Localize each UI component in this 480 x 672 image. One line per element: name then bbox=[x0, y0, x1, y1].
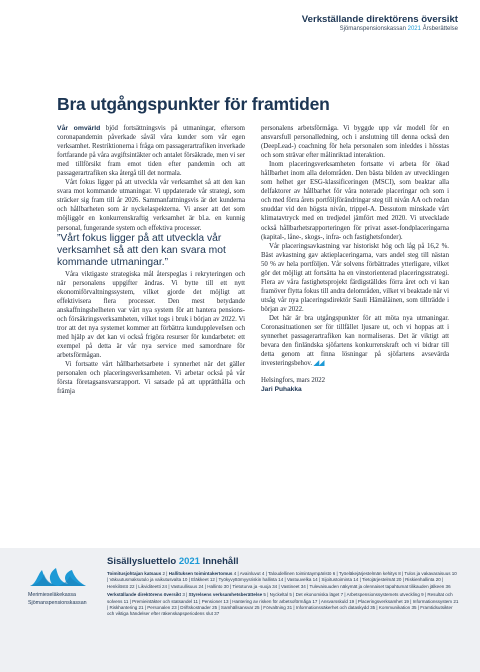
toc-page-number: 5 bbox=[263, 592, 266, 598]
report-subtitle bbox=[302, 26, 458, 32]
paragraph: Inom placeringsverksamheten fortsatte vi arbeta för ökad hållbarhet inom alla delområden. Den bästa bilden av utvecklingen som helhet ger ESG-klassificeringen (MSCI), som beaktar alla delfaktorer av hållbarhet för våra noterade placeringar och som i och med förra årets portföljförändringar steg till nivån AA och redan snuddar vid den högsta nivån, trippel-A. Dessutom minskade vårt klimatavtryck med en tredjedel jämfört med 2020. Vi utvecklade också hållbarhetsrapporteringen för privat asset-fondplaceringarna (kapital-, låne-, skogs-, infra- och fastighetsfonder). bbox=[261, 161, 449, 241]
lead-in: Vår omvärld bbox=[57, 125, 101, 132]
pull-quote: ”Vårt fokus ligger på att utveckla vår verksamhet så att den kan svara mot kommande utmaningar.” bbox=[57, 232, 226, 269]
waves-logo-icon bbox=[28, 564, 88, 590]
paragraph bbox=[261, 314, 449, 368]
report-name: Årsberättelse bbox=[422, 26, 458, 32]
toc-page-number: 3 bbox=[182, 592, 185, 598]
section-title: Verkställande direktörens översikt bbox=[301, 14, 458, 25]
toc-section-fi: Toimitusjohtajan katsaus 2 | Hallituksen toimintakertomus 4 | Avainluvut 4 | Taloudellinen toimintaympäristö 6 | Työeläkejärjestelmän kehitys 8 | Tulos ja vakavaraisuus 10 | Vakuutusmaksutulo ja vaikutusvalta 10 | Eläkkeet 12 | Työkyvyttömyysriskin hallinta 14 | Vastuuvelka 14 | Sijoitustoiminta 14 | Tietojärjestelmät 20 | Riskienhallinta 20 | Henkilöstö 22 | Likviditeetti 24 | Vastuullisuus 24 | Hallinto 30 | Tietoturva ja -suoja 34 | Vastineet 34 | Tulevaisuuden näkymät ja olennaiset tapahtumat tilikauden jälkeen 36 bbox=[107, 571, 457, 589]
paragraph: Vår placeringsavkastning var historiskt hög och låg på 16,2 %. Bäst avkastning gav aktieplaceringarna, vars andel steg till nästan 50 % av hela portföljen. Vår solvens förbättrades ytterligare, vilket gör det möjligt att fortsätta ha en vinstorienterad placeringsstrategi. Flera av våra fastighetsprojekt färdigställdes förra året och vi kan framöver flytta fokus till andra delområden, vilket vi beaktade när vi utsåg vår nya placeringsdirektör Sauli Hämäläinen, som tillträdde i början av 2022. bbox=[261, 242, 449, 313]
logo bbox=[28, 564, 92, 606]
paragraph: Vi fortsatte vårt hållbarhetsarbete i synnerhet när det gäller personalen och placeringsverksamheten. Vi arbetar också på vår första företagsansvarsrapport. Vi satsade på att upprätthålla och främja bbox=[57, 361, 245, 396]
toc-title bbox=[107, 556, 239, 567]
toc-title-fi: Sisällysluettelo bbox=[107, 556, 177, 567]
paragraph-text: Det här är bra utgångspunkter för att möta nya utmaningar. Coronasituationen ser för tillfället ljusare ut, och vi hoppas att i synnerhet passagerartrafiken kan normaliseras. Det är viktigt att bevara den finländska sjöfartens konkurrenskraft och vi bidrar till detta genom att finna lösningar på sjöfartens avsevärda investeringsbehov. bbox=[261, 314, 449, 368]
toc-heading[interactable]: Hallituksen toimintakertomus bbox=[168, 571, 233, 576]
toc-entries[interactable]: Nyckeltal 5 | Det ekonomiska läget 7 | Arbetspensionssystemets utveckling 9 | Resultat och solvens 11 | Premieintäkter och statsandel 11 | Pensioner 13 | Hantering av risken för arbetsoförmåga 17 | Ansvarsskuld 19 | Placeringsverksamhet 19 | Informationssystem 21 | Riskhantering 21 | Personalen 23 | Driftskostnader 25 | Samhällsansvar 25 | Förvaltning 31 | Informationssäkerhet och dataskydd 35 | Kommunikation 35 | Framtidsutsikter och viktiga händelser efter räkenskapsperiodens slut 37 bbox=[107, 592, 459, 617]
left-column bbox=[57, 124, 245, 396]
paragraph: Våra viktigaste strategiska mål återspeglas i rekryteringen och när personalens uppgifter ändras. Vi bytte till ett nytt ekonomiförvaltningssystem, vilket gjorde det möjligt att effektivisera flera processer. Den mest betydande anskaffningshelheten var vårt nya system för att hantera pensions- och försäkringsverksamheten, vilket togs i bruk i början av 2022. Vi tror att det nya systemet kommer att förbättra kunduppleveIsen och med hjälp av det kan vi också frigöra resurser för kundarbetet: ett exempel på detta är vår nya service med samordnare för arbetsförmågan. bbox=[57, 270, 245, 360]
report-year: 2021 bbox=[407, 26, 421, 32]
logo-name-fi: Merimieseläkekassa bbox=[28, 592, 76, 598]
page-header bbox=[302, 14, 458, 32]
toc-title-sv: Innehåll bbox=[202, 556, 239, 567]
signature: Jari Puhakka bbox=[261, 386, 302, 394]
toc-section-sv: Verkställande direktörens översikt 3 | Styrelsens verksamhetsberättelse 5 | Nyckeltal 5 | Det ekonomiska läget 7 | Arbetspensionssystemets utveckling 9 | Resultat och solvens 11 | Premieintäkter och statsandel 11 | Pensioner 13 | Hantering av risken för arbetsoförmåga 17 | Ansvarsskuld 19 | Placeringsverksamhet 19 | Informationssystem 21 | Riskhantering 21 | Personalen 23 | Driftskostnader 25 | Samhällsansvar 25 | Förvaltning 31 | Informationssäkerhet och dataskydd 35 | Kommunikation 35 | Framtidsutsikter och viktiga händelser efter räkenskapsperiodens slut 37 bbox=[107, 592, 459, 617]
org-name: Sjömanspensionskassan bbox=[339, 26, 406, 32]
logo-name-sv: Sjömanspensionskassan bbox=[28, 600, 87, 606]
paragraph-text: bjöd fortsättningsvis på utmaningar, eftersom coronapandemin påverkade såväl våra kunder som vår egen verksamhet. Restriktionerna i fråga om passagerartrafiken inverkade fortfarande på våra avgiftsintäkter och antalet försäkrade, men vi ser med tillförsikt fram emot tiden efter pandemin och att passagerartrafiken ska återgå till det normala. bbox=[57, 125, 245, 178]
paragraph bbox=[57, 124, 245, 178]
toc-heading[interactable]: Styrelsens verksamhetsberättelse bbox=[188, 592, 263, 598]
toc-entries[interactable]: Avainluvut 4 | Taloudellinen toimintaympäristö 6 | Työeläkejärjestelmän kehitys 8 | Tulos ja vakavaraisuus 10 | Vakuutusmaksutulo ja vaikutusvalta 10 | Eläkkeet 12 | Työkyvyttömyysriskin hallinta 14 | Vastuuvelka 14 | Sijoitustoiminta 14 | Tietojärjestelmät 20 | Riskienhallinta 20 | Henkilöstö 22 | Likviditeetti 24 | Vastuullisuus 24 | Hallinto 30 | Tietoturva ja -suoja 34 | Vastineet 34 | Tulevaisuuden näkymät ja olennaiset tapahtumat tilikauden jälkeen 36 bbox=[107, 571, 457, 589]
paragraph: Vårt fokus ligger på att utveckla vår verksamhet så att den kan svara mot kommande utmaningar. Vi uppdaterade vår strategi, som sträcker sig fram till år 2026. Sammanfattningsvis är det kunderna och hållbarheten som är nyckelaspekterna. Vi anser att det som möjliggör en konkurrenskraftig verksamhet är bl.a. en kunnig personal, fungerande system och effektiva processer. bbox=[57, 179, 245, 232]
paragraph: personalens arbetsförmåga. Vi byggde upp vår modell för en ansvarsfull personalledning, och i anslutning till denna också den (DeepLead-) coachning för hela personalen som inleddes i hösstas och som strävar efter målinriktad interaktion. bbox=[261, 125, 449, 160]
right-column bbox=[261, 124, 449, 394]
toc-page-number: 4 bbox=[233, 571, 237, 576]
toc-body bbox=[107, 571, 459, 620]
toc-page-number: 2 bbox=[162, 571, 166, 576]
end-mark-icon: ◢◢ bbox=[313, 360, 325, 368]
toc-year: 2021 bbox=[178, 556, 200, 567]
page-title: Bra utgångspunkter för framtiden bbox=[57, 94, 330, 114]
place-date: Helsingfors, mars 2022 bbox=[261, 377, 326, 385]
toc-heading[interactable]: Verkställande direktörens översikt bbox=[107, 592, 182, 598]
toc-heading[interactable]: Toimitusjohtajan katsaus bbox=[107, 571, 162, 576]
